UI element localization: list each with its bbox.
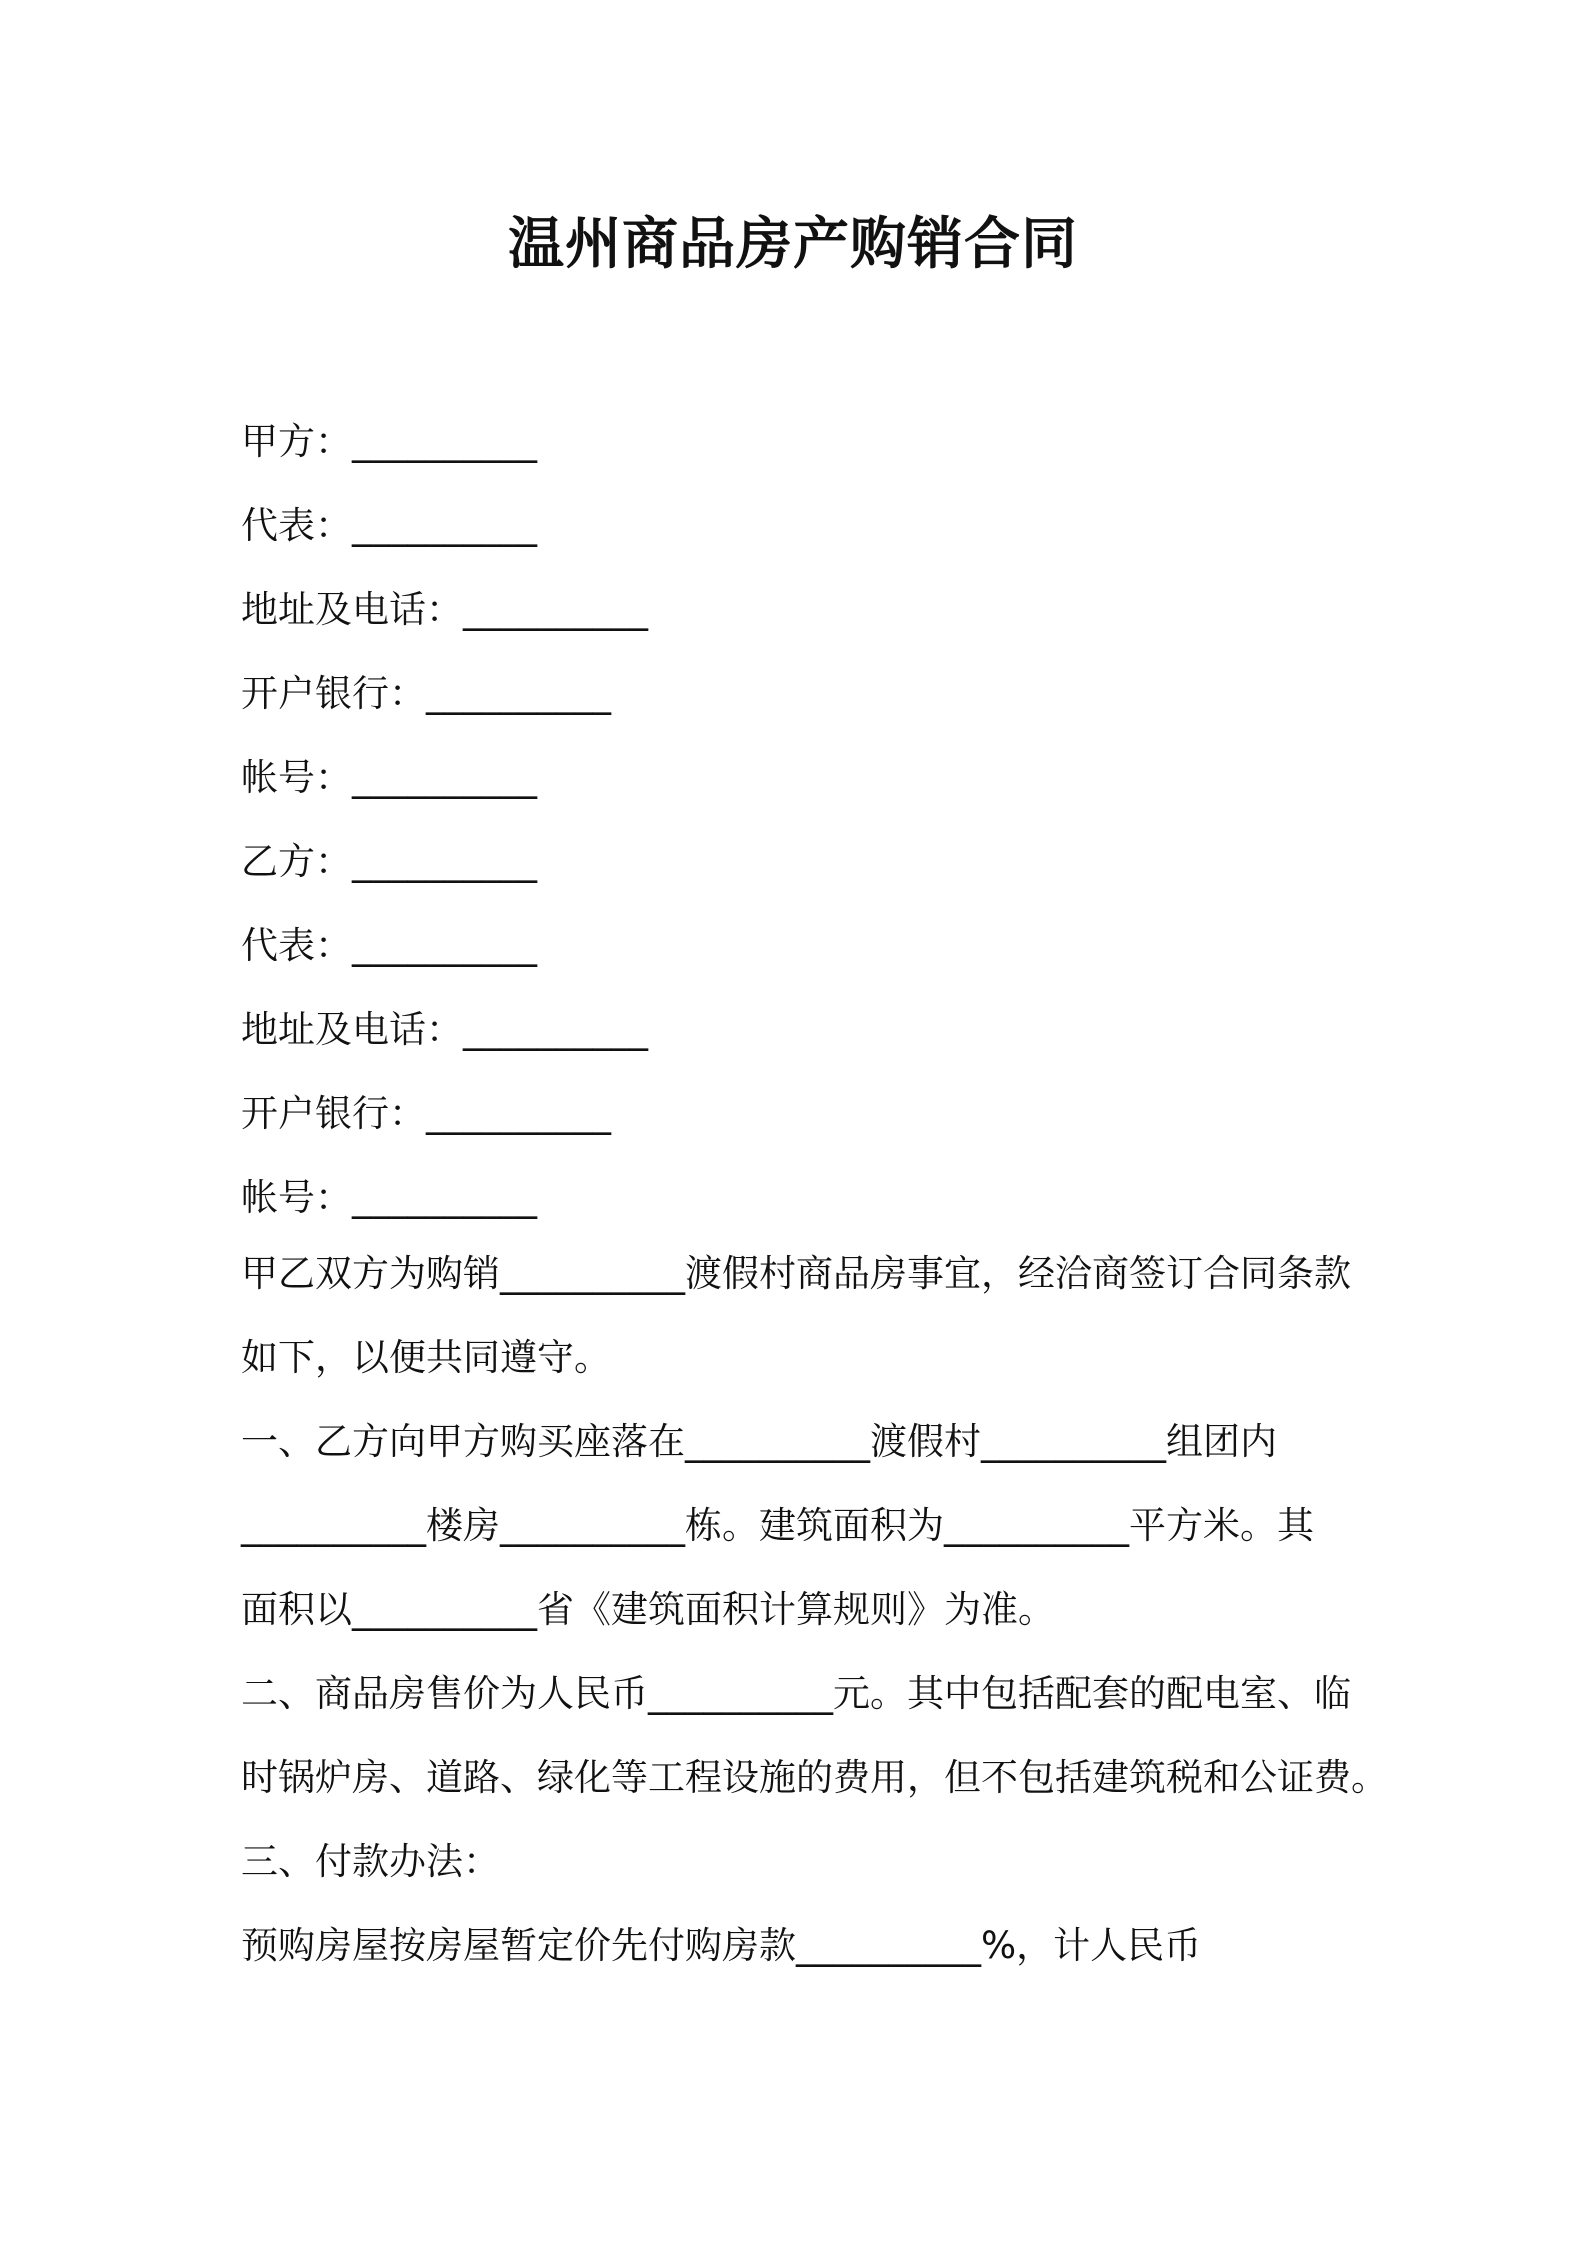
field-label: 开户银行： (241, 672, 426, 715)
body-line: 二、商品房售价为人民币__________元。其中包括配套的配电室、临 (241, 1672, 1351, 1715)
fill-blank: __________ (352, 1176, 537, 1219)
body-line: 一、乙方向甲方购买座落在__________渡假村__________组团内 (241, 1420, 1277, 1463)
party-b-bank-line (241, 1072, 1391, 1156)
body-line: 如下，以便共同遵守。 (241, 1336, 611, 1379)
party-info-list (241, 400, 1391, 1240)
party-a-address-line (241, 568, 1391, 652)
contract-body (241, 1232, 1388, 1988)
party-b-name-line (241, 820, 1391, 904)
body-line: 三、付款办法： (241, 1840, 500, 1883)
party-a-bank-line (241, 652, 1391, 736)
body-line: 预购房屋按房屋暂定价先付购房款__________%，计人民币 (241, 1924, 1202, 1967)
fill-blank: __________ (352, 756, 537, 799)
body-line: 甲乙双方为购销__________渡假村商品房事宜，经洽商签订合同条款 (241, 1252, 1351, 1295)
party-a-representative-line (241, 484, 1391, 568)
fill-blank: __________ (463, 1008, 648, 1051)
body-line: 时锅炉房、道路、绿化等工程设施的费用，但不包括建筑税和公证费。 (241, 1756, 1388, 1799)
body-line: __________楼房__________栋。建筑面积为__________平方米。其 (241, 1504, 1314, 1547)
party-a-name-line (241, 400, 1391, 484)
fill-blank: __________ (352, 420, 537, 463)
fill-blank: __________ (352, 924, 537, 967)
field-label: 乙方： (241, 840, 352, 883)
field-label: 代表： (241, 924, 352, 967)
fill-blank: __________ (463, 588, 648, 631)
field-label: 代表： (241, 504, 352, 547)
party-a-account-line (241, 736, 1391, 820)
field-label: 帐号： (241, 756, 352, 799)
fill-blank: __________ (352, 840, 537, 883)
party-b-address-line (241, 988, 1391, 1072)
fill-blank: __________ (426, 672, 611, 715)
field-label: 帐号： (241, 1176, 352, 1219)
field-label: 开户银行： (241, 1092, 426, 1135)
body-line: 面积以__________省《建筑面积计算规则》为准。 (241, 1588, 1055, 1631)
field-label: 地址及电话： (241, 588, 463, 631)
fill-blank: __________ (426, 1092, 611, 1135)
field-label: 地址及电话： (241, 1008, 463, 1051)
fill-blank: __________ (352, 504, 537, 547)
party-b-representative-line (241, 904, 1391, 988)
field-label: 甲方： (241, 420, 352, 463)
document-title: 温州商品房产购销合同 (508, 212, 1078, 277)
party-b-account-line (241, 1156, 1391, 1240)
